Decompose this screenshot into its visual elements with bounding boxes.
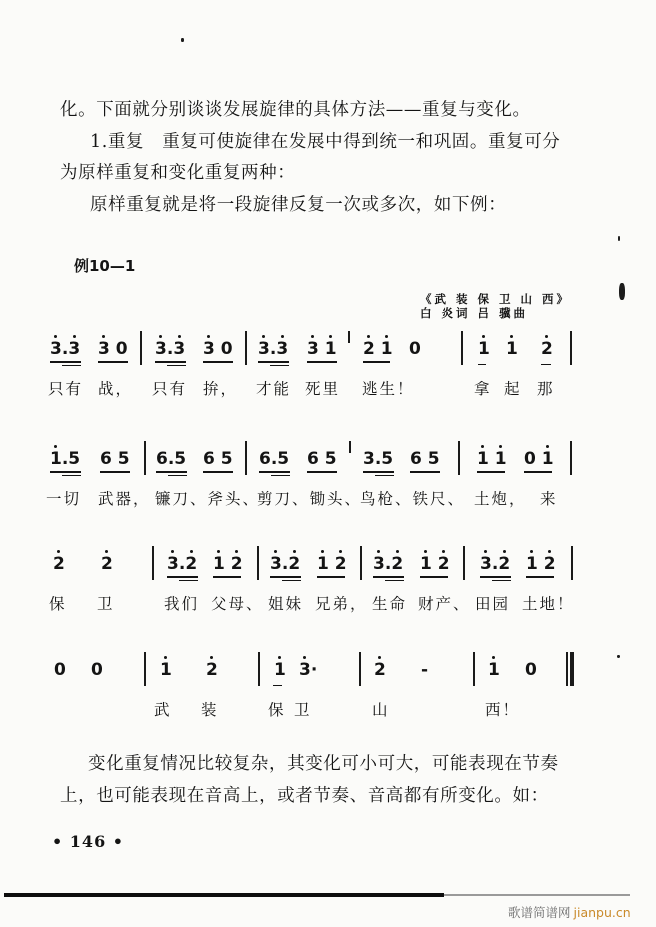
note-group: 1 2 bbox=[526, 554, 556, 574]
beam bbox=[271, 475, 290, 476]
lyric: 武器， bbox=[98, 490, 151, 508]
beam bbox=[203, 361, 233, 363]
bar-line bbox=[473, 652, 475, 686]
paragraph-line: 原样重复就是将一段旋律反复一次或多次，如下例： bbox=[90, 195, 507, 215]
bottom-rule bbox=[4, 893, 444, 897]
note: 1 bbox=[160, 660, 172, 680]
note: 2 bbox=[101, 554, 113, 574]
beam bbox=[259, 471, 290, 473]
note: 2 bbox=[541, 339, 553, 359]
note: 1 bbox=[478, 339, 490, 359]
note-group: 0 1 bbox=[524, 449, 554, 469]
beam bbox=[410, 471, 440, 473]
score-row-1 bbox=[0, 326, 656, 416]
paragraph-line: 上，也可能表现在音高上，或者节奏、音高都有所变化。如： bbox=[60, 786, 549, 806]
song-credit: 白 炎词 吕 骥曲 bbox=[420, 306, 529, 320]
note: 0 bbox=[525, 660, 537, 680]
lyric: 拚， bbox=[203, 380, 239, 398]
lyric: 逃生！ bbox=[362, 380, 415, 398]
lyric: 镰刀、斧头、 bbox=[155, 490, 261, 508]
lyric: 只有 bbox=[48, 380, 84, 398]
beam bbox=[50, 471, 81, 473]
note: 2 bbox=[206, 660, 218, 680]
beam bbox=[273, 685, 282, 686]
beam bbox=[375, 475, 394, 476]
lyric: 只有 bbox=[152, 380, 188, 398]
beam bbox=[258, 361, 289, 363]
note-group: 1 2 bbox=[213, 554, 243, 574]
note-group: 1 1 bbox=[477, 449, 507, 469]
note-group: 6.5 bbox=[156, 449, 187, 469]
note-group: 1 2 bbox=[317, 554, 347, 574]
lyric: 保 bbox=[49, 595, 67, 613]
note-group: 3.2 bbox=[270, 554, 301, 574]
lyric: 拿 bbox=[474, 380, 492, 398]
bar-line bbox=[140, 331, 142, 365]
beam bbox=[98, 361, 128, 363]
beam bbox=[420, 576, 448, 578]
beam bbox=[100, 471, 130, 473]
beam bbox=[363, 361, 390, 363]
bar-line bbox=[463, 546, 465, 580]
note: 1 bbox=[506, 339, 518, 359]
beam bbox=[480, 576, 511, 578]
beam bbox=[541, 364, 551, 365]
bar-line bbox=[458, 441, 460, 475]
lyric: 才能 bbox=[256, 380, 292, 398]
bar-line bbox=[258, 652, 260, 686]
note-group: 3 1 bbox=[307, 339, 337, 359]
example-label: 例10—1 bbox=[74, 257, 136, 275]
lyric: 来 bbox=[540, 490, 558, 508]
bar-line bbox=[571, 546, 573, 580]
note-group: 1 2 bbox=[420, 554, 450, 574]
lyric: 田园 bbox=[475, 595, 511, 613]
bottom-rule-faded bbox=[444, 894, 630, 896]
beam bbox=[62, 365, 81, 366]
scan-speck bbox=[619, 283, 625, 300]
beam bbox=[373, 576, 404, 578]
beam bbox=[492, 580, 511, 581]
scan-speck bbox=[181, 38, 184, 42]
score-row-3 bbox=[0, 541, 656, 631]
lyric: 起 bbox=[504, 380, 522, 398]
beam bbox=[50, 361, 81, 363]
lyric: 武 bbox=[154, 701, 172, 719]
paragraph-line: 为原样重复和变化重复两种： bbox=[60, 163, 296, 183]
beam bbox=[270, 365, 289, 366]
bar-line bbox=[570, 441, 572, 475]
lyric: 卫 bbox=[97, 595, 115, 613]
note-group: 1.5 bbox=[50, 449, 81, 469]
beam bbox=[203, 471, 233, 473]
lyric: 装 bbox=[201, 701, 219, 719]
note-group: 3.3 bbox=[50, 339, 81, 359]
watermark-en: jianpu.cn bbox=[573, 905, 631, 920]
bar-line bbox=[461, 331, 463, 365]
bar-line bbox=[152, 546, 154, 580]
note-group: 6 5 bbox=[307, 449, 337, 469]
bar-line bbox=[570, 331, 572, 365]
song-title: 《武 装 保 卫 山 西》 bbox=[420, 292, 572, 306]
bar-line bbox=[360, 546, 362, 580]
bar-line bbox=[348, 331, 350, 343]
beam bbox=[62, 475, 81, 476]
note-group: 3.2 bbox=[373, 554, 404, 574]
watermark-cn: 歌谱简谱网 bbox=[508, 905, 571, 920]
beam bbox=[179, 580, 198, 581]
beam bbox=[526, 576, 554, 578]
note-group: 3.3 bbox=[258, 339, 289, 359]
lyric: 死里 bbox=[305, 380, 341, 398]
note: 1 bbox=[274, 660, 286, 680]
beam bbox=[167, 365, 186, 366]
lyric: 西！ bbox=[485, 701, 521, 719]
page-number: • 146 • bbox=[52, 832, 124, 851]
note-group: 3 0 bbox=[98, 339, 128, 359]
beam bbox=[307, 471, 337, 473]
watermark bbox=[508, 903, 631, 921]
bar-line bbox=[245, 331, 247, 365]
beam bbox=[317, 576, 345, 578]
lyric: 战， bbox=[98, 380, 134, 398]
bar-line bbox=[144, 652, 146, 686]
bar-line bbox=[349, 441, 351, 453]
note-group: 3.2 bbox=[480, 554, 511, 574]
score-row-4 bbox=[0, 647, 656, 737]
final-bar-line-thin bbox=[566, 652, 568, 686]
lyric: 土地！ bbox=[522, 595, 575, 613]
beam bbox=[524, 471, 552, 473]
paragraph-line: 1.重复 重复可使旋律在发展中得到统一和巩固。重复可分 bbox=[90, 132, 561, 152]
beam bbox=[213, 576, 241, 578]
note: 0 bbox=[54, 660, 66, 680]
note-dash: - bbox=[421, 660, 429, 680]
lyric: 我们 bbox=[164, 595, 200, 613]
bar-line bbox=[245, 441, 247, 475]
note-group: 6 5 bbox=[410, 449, 440, 469]
bar-line bbox=[359, 652, 361, 686]
beam bbox=[307, 361, 337, 363]
scan-speck bbox=[618, 236, 620, 241]
lyric: 山 bbox=[372, 701, 390, 719]
lyric: 卫 bbox=[294, 701, 312, 719]
paragraph-line: 化。下面就分别谈谈发展旋律的具体方法——重复与变化。 bbox=[60, 100, 531, 120]
note: 1 bbox=[488, 660, 500, 680]
bar-line bbox=[257, 546, 259, 580]
beam bbox=[167, 576, 198, 578]
note-group: 3.5 bbox=[363, 449, 394, 469]
score-row-2 bbox=[0, 436, 656, 526]
note-group: 6.5 bbox=[259, 449, 290, 469]
lyric: 生命 bbox=[372, 595, 408, 613]
bar-line bbox=[144, 441, 146, 475]
note: 2 bbox=[374, 660, 386, 680]
beam bbox=[477, 471, 505, 473]
beam bbox=[478, 364, 486, 365]
note-group: 3.3 bbox=[155, 339, 186, 359]
lyric: 鸟枪、铁尺、 bbox=[360, 490, 466, 508]
note-group: 6 5 bbox=[100, 449, 130, 469]
beam bbox=[282, 580, 301, 581]
lyric: 兄弟， bbox=[315, 595, 368, 613]
note-group: 3 0 bbox=[203, 339, 233, 359]
beam bbox=[168, 475, 187, 476]
lyric: 土炮， bbox=[474, 490, 527, 508]
lyric: 姐妹 bbox=[268, 595, 304, 613]
note: 0 bbox=[91, 660, 103, 680]
beam bbox=[155, 361, 186, 363]
final-bar-line-thick bbox=[570, 652, 574, 686]
note-group: 6 5 bbox=[203, 449, 233, 469]
beam bbox=[385, 580, 404, 581]
lyric: 一切 bbox=[46, 490, 82, 508]
lyric: 父母、 bbox=[211, 595, 264, 613]
paragraph-line: 变化重复情况比较复杂，其变化可小可大，可能表现在节奏 bbox=[88, 754, 559, 774]
note: 3· bbox=[299, 660, 318, 680]
note-group: 3.2 bbox=[167, 554, 198, 574]
beam bbox=[270, 576, 301, 578]
lyric: 保 bbox=[268, 701, 286, 719]
note: 0 bbox=[409, 339, 421, 359]
beam bbox=[156, 471, 187, 473]
beam bbox=[363, 471, 394, 473]
lyric: 那 bbox=[537, 380, 555, 398]
lyric: 财产、 bbox=[418, 595, 471, 613]
lyric: 剪刀、锄头、 bbox=[257, 490, 363, 508]
note-group: 2 1 bbox=[363, 339, 393, 359]
note: 2 bbox=[53, 554, 65, 574]
